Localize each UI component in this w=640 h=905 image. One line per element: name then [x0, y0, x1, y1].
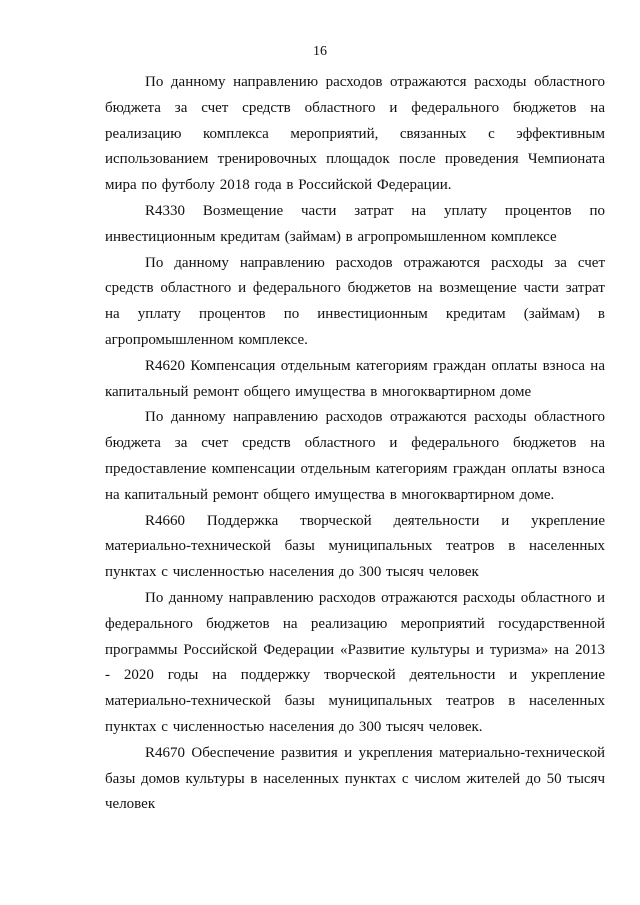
heading-r4620: R4620 Компенсация отдельным категориям граждан оплаты взноса на капитальный ремонт общего имущества в многоквартирном доме	[105, 357, 605, 400]
paragraph-4: По данному направлению расходов отражаются расходы областного и федерального бюджетов на реализацию мероприятий государственной программы Российской Федерации «Развитие культуры и туризма» на 2013 - 2020 годы на поддержку творческой деятельности и укрепление материально-технической базы муниципальных театров в населенных пунктах с численностью населения до 300 тысяч человек.	[105, 589, 605, 735]
paragraph-1: По данному направлению расходов отражаются расходы областного бюджета за счет средств областного и федерального бюджетов на реализацию комплекса мероприятий, связанных с эффективным использованием тренировочных площадок после проведения Чемпионата мира по футболу 2018 года в Российской Федерации.	[105, 74, 605, 194]
paragraph-3: По данному направлению расходов отражаются расходы областного бюджета за счет средств областного и федерального бюджетов на предоставление компенсации отдельным категориям граждан оплаты взноса на капитальный ремонт общего имущества в многоквартирном доме.	[105, 409, 605, 503]
paragraph-2: По данному направлению расходов отражаются расходы за счет средств областного и федерального бюджетов на возмещение части затрат на уплату процентов по инвестиционным кредитам (займам) в агропромышленном комплексе.	[105, 254, 605, 348]
heading-r4330: R4330 Возмещение части затрат на уплату процентов по инвестиционным кредитам (займам) в агропромышленном комплексе	[105, 202, 605, 245]
page-number: 16	[313, 44, 327, 59]
heading-r4660: R4660 Поддержка творческой деятельности и укрепление материально-технической базы муниципальных театров в населенных пунктах с численностью населения до 300 тысяч человек	[105, 512, 605, 581]
document-body	[105, 70, 605, 818]
heading-r4670: R4670 Обеспечение развития и укрепления материально-технической базы домов культуры в населенных пунктах с числом жителей до 50 тысяч человек	[105, 744, 605, 813]
